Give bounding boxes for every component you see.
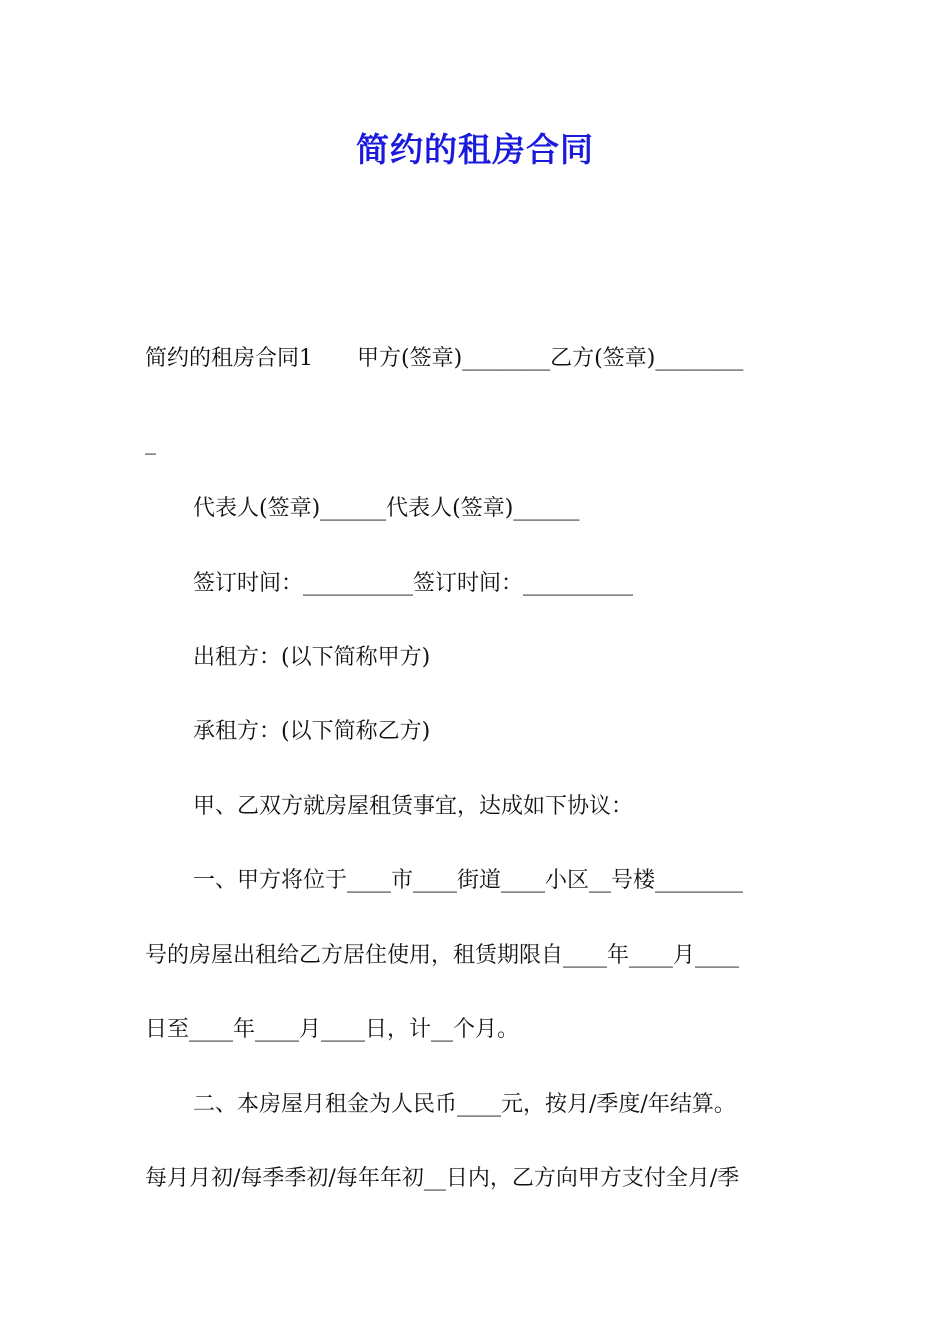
paragraph-line-lessee: 承租方：(以下简称乙方) [193, 719, 431, 744]
paragraph-line-clause-1-cont-1: 号的房屋出租给乙方居住使用，租赁期限自____年____月____ [145, 943, 740, 968]
paragraph-line-clause-2: 二、本房屋月租金为人民币____元，按月/季度/年结算。 [193, 1092, 736, 1117]
paragraph-line-clause-1-cont-2: 日至____年____月____日，计__个月。 [145, 1017, 520, 1042]
paragraph-line-clause-2-cont-1: 每月月初/每季季初/每年年初__日内，乙方向甲方支付全月/季 [145, 1166, 740, 1191]
paragraph-line-representatives: 代表人(签章)______代表人(签章)______ [193, 496, 580, 521]
paragraph-line-lessor: 出租方：(以下简称甲方) [193, 645, 431, 670]
paragraph-line-clause-1: 一、甲方将位于____市____街道____小区__号楼________ [193, 868, 744, 893]
paragraph-line-signature-header: 简约的租房合同1 甲方(签章)________乙方(签章)________ [145, 346, 744, 371]
paragraph-line-agreement-intro: 甲、乙双方就房屋租赁事宜，达成如下协议： [193, 794, 634, 819]
paragraph-line-signing-time: 签订时间：__________签订时间：__________ [193, 571, 634, 596]
paragraph-line-continuation: _ [145, 430, 156, 455]
document-title: 简约的租房合同 [356, 130, 594, 169]
